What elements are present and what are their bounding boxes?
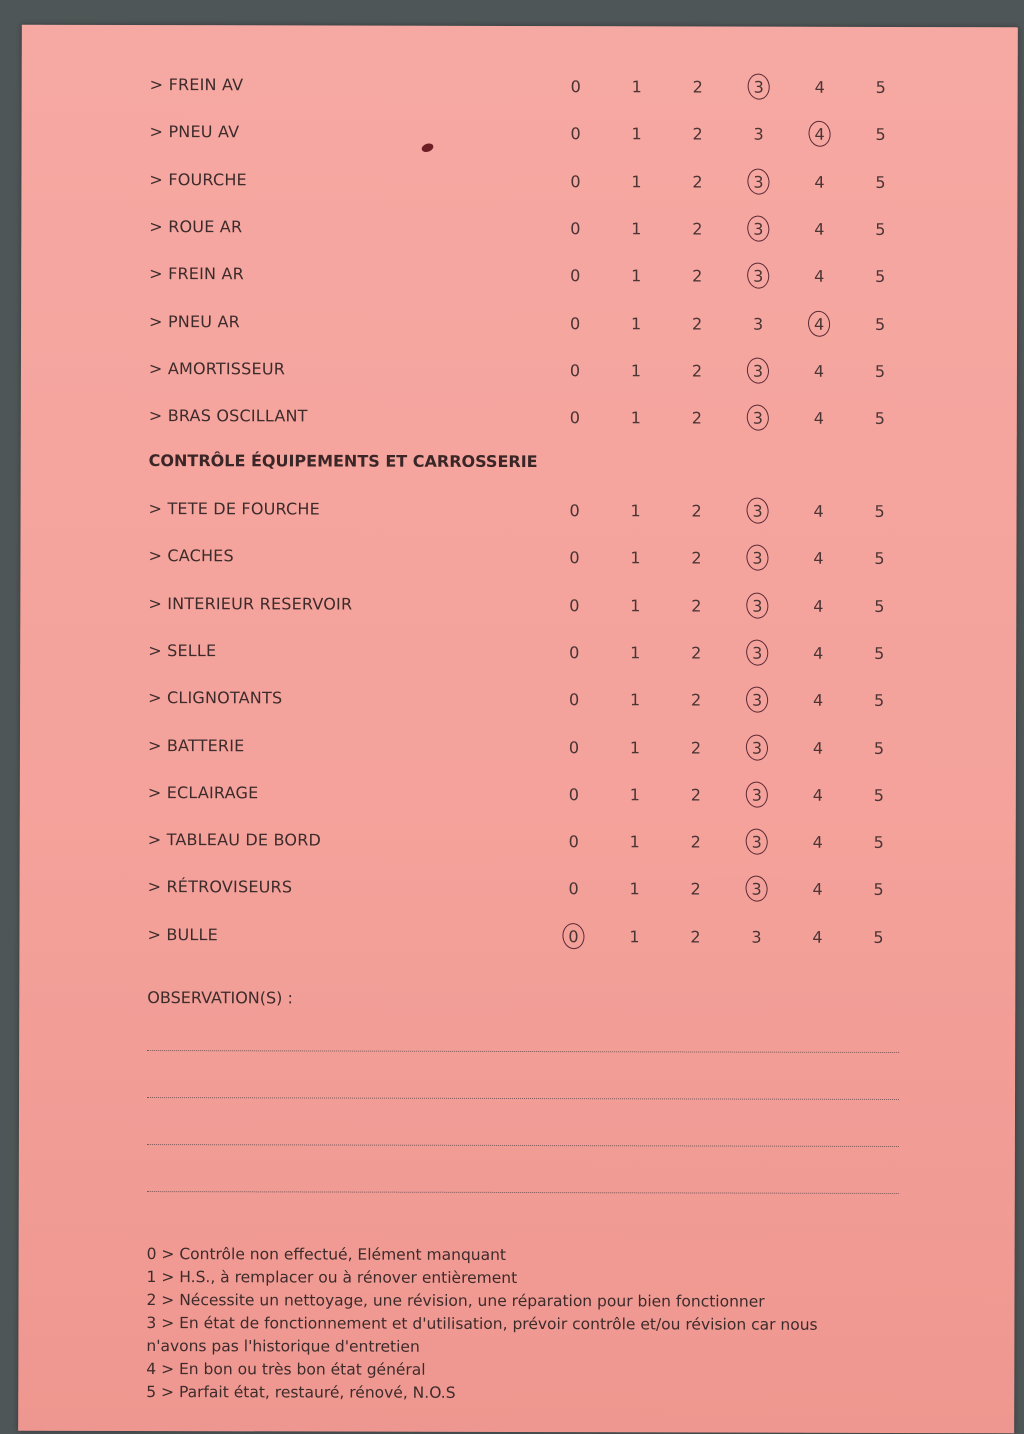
score-option-0[interactable]: 0 [570, 124, 581, 144]
score-option-4[interactable]: 4 [812, 832, 823, 852]
legend-line: 0 > Contrôle non effectué, Elément manquant [146, 1245, 507, 1264]
score-option-0[interactable]: 0 [570, 219, 581, 239]
score-option-0[interactable]: 0 [569, 595, 580, 615]
score-option-3[interactable]: 3 [742, 169, 774, 195]
score-option-5[interactable]: 5 [875, 125, 886, 145]
score-option-0[interactable]: 0 [570, 171, 581, 191]
score-option-5[interactable]: 5 [873, 880, 884, 900]
score-option-4[interactable]: 4 [812, 927, 823, 947]
score-option-2[interactable]: 2 [691, 361, 703, 381]
score-option-3[interactable]: 3 [742, 406, 774, 432]
score-option-2[interactable]: 2 [692, 77, 703, 97]
legend-line: 1 > H.S., à remplacer ou à rénover entièrement [146, 1268, 518, 1287]
score-option-2[interactable]: 2 [690, 785, 701, 805]
checklist-item-label: > INTERIEUR RESERVOIR [148, 593, 353, 614]
score-option-2[interactable]: 2 [692, 266, 703, 286]
checklist-row [149, 402, 909, 432]
score-option-3[interactable]: 3 [753, 124, 764, 144]
mechanical-checklist [22, 25, 1018, 429]
legend-line: n'avons pas l'historique d'entretien [146, 1337, 420, 1356]
score-option-3[interactable]: 3 [741, 782, 773, 808]
score-option-5[interactable]: 5 [873, 833, 884, 853]
score-option-1[interactable]: 1 [630, 643, 641, 663]
observation-line [147, 1097, 899, 1100]
score-option-2[interactable]: 2 [691, 501, 702, 521]
checklist-item-label: > PNEU AR [149, 311, 240, 331]
checklist-item-label: > FREIN AV [149, 75, 244, 95]
checklist-item-label: > TABLEAU DE BORD [147, 830, 322, 850]
score-option-1[interactable]: 1 [630, 548, 641, 568]
score-option-2[interactable]: 2 [690, 832, 701, 852]
checklist-row [148, 779, 908, 809]
score-option-2[interactable]: 2 [691, 643, 702, 663]
checklist-row [148, 590, 908, 620]
legend-line: 4 > En bon ou très bon état général [146, 1360, 426, 1379]
score-option-2[interactable]: 2 [691, 313, 703, 333]
checklist-row [150, 118, 910, 148]
checklist-row [148, 732, 908, 762]
checklist-item-label: > FREIN AR [149, 264, 244, 284]
score-option-5[interactable]: 5 [875, 77, 886, 97]
score-option-4[interactable]: 4 [812, 880, 823, 900]
inspection-sheet [18, 25, 1018, 1434]
score-option-5[interactable]: 5 [874, 596, 885, 616]
score-option-1[interactable]: 1 [629, 737, 641, 757]
score-option-4[interactable]: 4 [803, 311, 835, 337]
score-option-1[interactable]: 1 [630, 313, 642, 333]
score-option-3[interactable]: 3 [741, 593, 773, 619]
checklist-row [148, 873, 908, 903]
checklist-row [149, 213, 909, 243]
score-option-1[interactable]: 1 [631, 266, 642, 286]
score-option-2[interactable]: 2 [691, 408, 702, 428]
score-option-5[interactable]: 5 [874, 409, 885, 429]
checklist-item-label: > ECLAIRAGE [147, 782, 259, 803]
checklist-item-label: > CACHES [148, 546, 234, 566]
score-option-3[interactable]: 3 [741, 735, 773, 761]
score-option-0[interactable]: 0 [569, 643, 580, 663]
score-option-2[interactable]: 2 [691, 596, 702, 616]
legend-line: 3 > En état de fonctionnement et d'utilisation, prévoir contrôle et/ou révision car nous [146, 1314, 818, 1334]
checklist-item-label: > BULLE [147, 924, 219, 944]
score-option-3[interactable]: 3 [742, 358, 774, 384]
score-option-5[interactable]: 5 [873, 927, 884, 947]
score-option-0[interactable]: 0 [570, 77, 581, 97]
score-option-5[interactable]: 5 [873, 691, 885, 711]
score-option-0[interactable]: 0 [569, 313, 581, 333]
score-option-0[interactable]: 0 [569, 501, 580, 521]
score-option-5[interactable]: 5 [875, 267, 886, 287]
checklist-item-label: > BATTERIE [147, 735, 245, 755]
observations-title: OBSERVATION(S) : [147, 988, 293, 1008]
score-option-4[interactable]: 4 [813, 408, 824, 428]
score-option-2[interactable]: 2 [692, 124, 703, 144]
checklist-item-label: > BRAS OSCILLANT [148, 406, 308, 426]
score-option-2[interactable]: 2 [692, 172, 703, 192]
score-option-5[interactable]: 5 [874, 501, 885, 521]
legend-line: 2 > Nécessite un nettoyage, une révision, une réparation pour bien fonctionner [146, 1291, 765, 1311]
score-option-5[interactable]: 5 [874, 361, 886, 381]
score-option-1[interactable]: 1 [631, 124, 642, 144]
checklist-row [148, 684, 908, 714]
checklist-item-label: > FOURCHE [149, 169, 247, 189]
observation-line [147, 1191, 899, 1194]
score-option-0[interactable]: 0 [568, 737, 580, 757]
score-option-0[interactable]: 0 [568, 784, 579, 804]
rating-legend [146, 1243, 886, 1406]
score-option-5[interactable]: 5 [873, 785, 884, 805]
score-option-1[interactable]: 1 [629, 926, 640, 947]
checklist-item-label: > AMORTISSEUR [148, 358, 286, 379]
score-option-0[interactable]: 0 [568, 879, 579, 899]
score-option-0[interactable]: 0 [568, 690, 580, 710]
score-option-5[interactable]: 5 [874, 643, 885, 663]
score-option-4[interactable]: 4 [813, 361, 825, 381]
checklist-item-label: > RÉTROVISEURS [147, 877, 293, 897]
score-option-3[interactable]: 3 [741, 546, 773, 572]
checklist-row [148, 826, 908, 856]
score-option-0[interactable]: 0 [557, 924, 589, 950]
checklist-item-label: > PNEU AV [149, 122, 240, 142]
score-option-4[interactable]: 4 [814, 266, 825, 286]
checklist-row [148, 637, 908, 667]
observation-line [147, 1050, 899, 1053]
score-option-1[interactable]: 1 [630, 408, 641, 428]
score-option-5[interactable]: 5 [875, 219, 886, 239]
score-option-5[interactable]: 5 [874, 314, 886, 334]
score-option-3[interactable]: 3 [741, 830, 773, 856]
score-option-4[interactable]: 4 [812, 738, 824, 758]
score-option-0[interactable]: 0 [569, 408, 580, 428]
score-option-3[interactable]: 3 [743, 75, 775, 101]
checklist-row [150, 71, 910, 101]
score-option-0[interactable]: 0 [569, 548, 580, 568]
score-option-5[interactable]: 5 [874, 549, 885, 569]
legend-line: 5 > Parfait état, restauré, rénové, N.O.S [146, 1383, 456, 1402]
observation-line [147, 1144, 899, 1147]
checklist-row [149, 166, 909, 196]
score-option-4[interactable]: 4 [813, 501, 824, 521]
score-option-4[interactable]: 4 [812, 690, 824, 710]
checklist-row [147, 921, 907, 951]
score-option-3[interactable]: 3 [741, 877, 773, 903]
score-option-2[interactable]: 2 [690, 879, 701, 899]
checklist-row [149, 355, 909, 385]
score-option-4[interactable]: 4 [814, 219, 825, 239]
score-option-4[interactable]: 4 [813, 549, 824, 569]
score-option-5[interactable]: 5 [875, 172, 886, 192]
score-option-1[interactable]: 1 [629, 690, 641, 710]
score-option-3[interactable]: 3 [742, 499, 774, 525]
score-option-1[interactable]: 1 [631, 171, 642, 191]
score-option-3[interactable]: 3 [751, 927, 762, 947]
score-option-1[interactable]: 1 [631, 219, 642, 239]
score-option-0[interactable]: 0 [569, 360, 581, 380]
score-option-4[interactable]: 4 [812, 785, 823, 805]
score-option-1[interactable]: 1 [631, 77, 642, 97]
score-option-3[interactable]: 3 [741, 640, 773, 666]
score-option-3[interactable]: 3 [752, 314, 764, 334]
section-title: CONTRÔLE ÉQUIPEMENTS ET CARROSSERIE [148, 451, 538, 472]
checklist-item-label: > CLIGNOTANTS [148, 688, 283, 708]
score-option-0[interactable]: 0 [568, 832, 579, 852]
score-option-1[interactable]: 1 [630, 595, 641, 615]
score-option-3[interactable]: 3 [742, 264, 774, 290]
score-option-2[interactable]: 2 [690, 690, 702, 710]
score-option-4[interactable]: 4 [813, 596, 824, 616]
score-option-3[interactable]: 3 [741, 688, 773, 714]
score-option-1[interactable]: 1 [629, 879, 640, 899]
checklist-item-label: > ROUE AR [149, 216, 243, 237]
checklist-item-label: > SELLE [148, 640, 217, 661]
score-option-4[interactable]: 4 [804, 122, 836, 148]
score-option-2[interactable]: 2 [691, 548, 702, 568]
score-option-1[interactable]: 1 [629, 785, 640, 805]
score-option-5[interactable]: 5 [873, 738, 885, 758]
checklist-item-label: > TETE DE FOURCHE [148, 499, 321, 519]
checklist-row [149, 260, 909, 290]
score-option-2[interactable]: 2 [690, 737, 702, 757]
score-option-4[interactable]: 4 [813, 643, 824, 663]
checklist-row [149, 495, 909, 525]
score-option-1[interactable]: 1 [629, 832, 640, 852]
score-option-2[interactable]: 2 [690, 927, 701, 947]
checklist-row [148, 542, 908, 572]
score-option-2[interactable]: 2 [692, 219, 703, 239]
score-option-3[interactable]: 3 [742, 216, 774, 242]
score-option-4[interactable]: 4 [814, 77, 825, 97]
score-option-4[interactable]: 4 [814, 172, 825, 192]
score-option-1[interactable]: 1 [630, 501, 641, 521]
score-option-0[interactable]: 0 [570, 266, 581, 286]
score-option-1[interactable]: 1 [630, 361, 642, 381]
checklist-row [149, 308, 909, 338]
